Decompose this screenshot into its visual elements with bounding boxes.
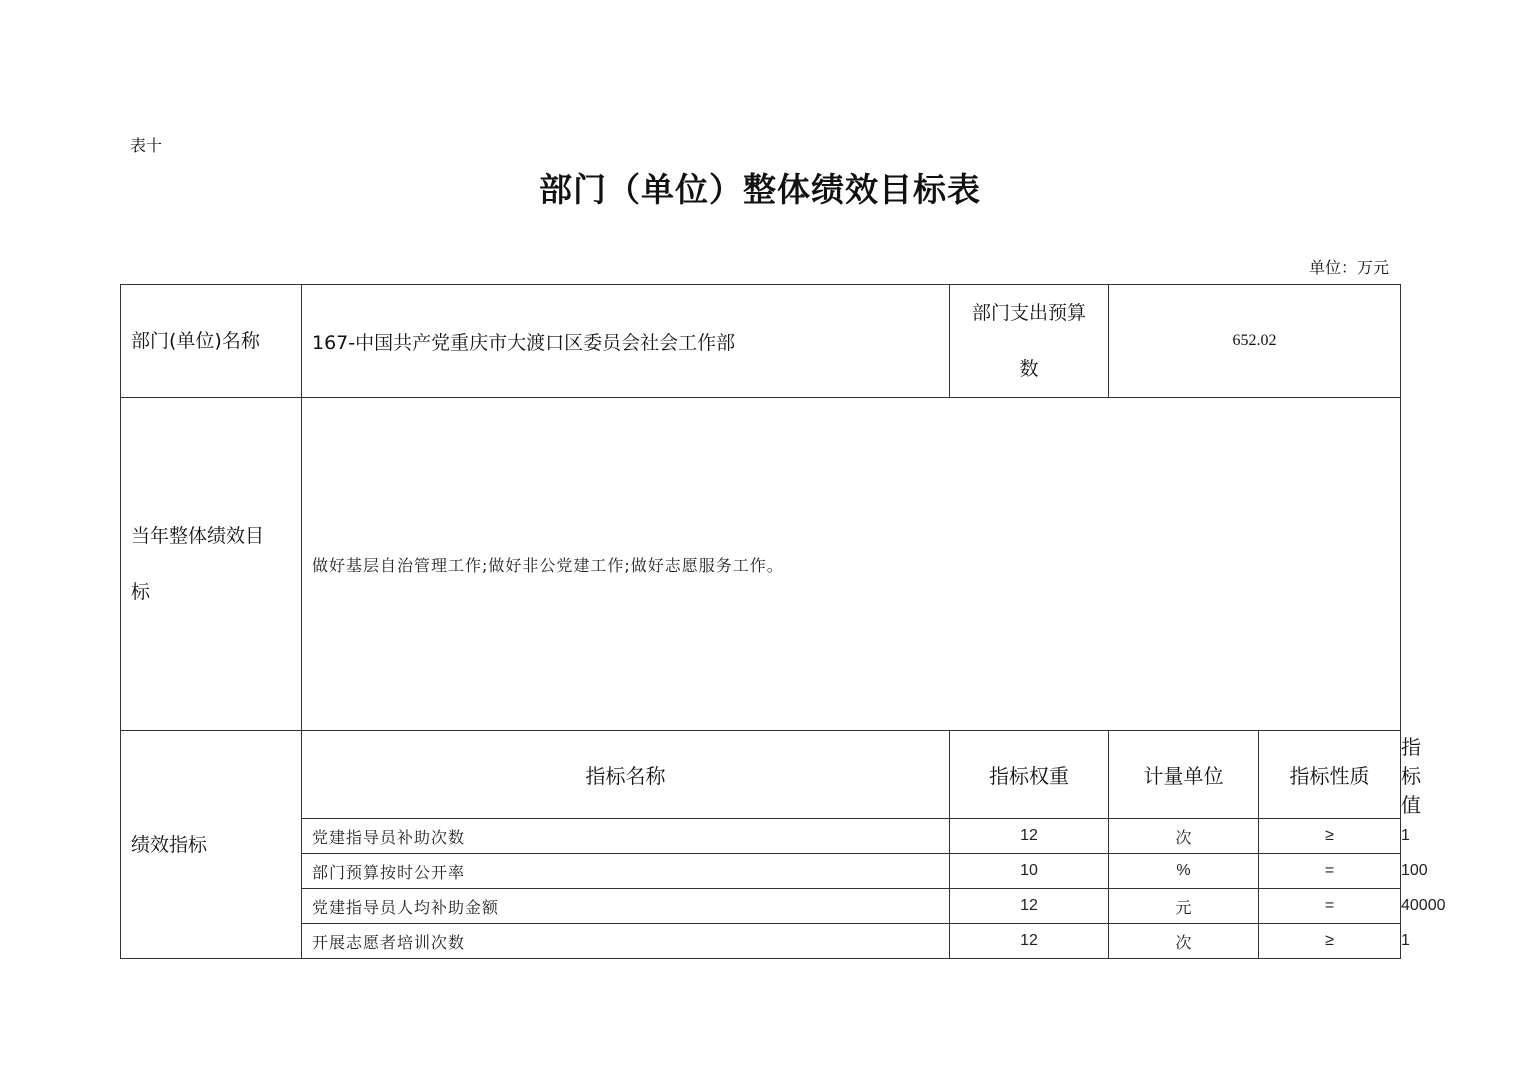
indicator-unit: 元 — [1109, 889, 1259, 924]
indicators-section-label: 绩效指标 — [121, 731, 302, 959]
table-row: 党建指导员人均补助金额 12 元 = 40000 — [121, 889, 1401, 924]
header-measure-unit: 计量单位 — [1109, 731, 1259, 819]
dept-name-value: 167-中国共产党重庆市大渡口区委员会社会工作部 — [302, 285, 950, 398]
indicator-weight: 12 — [950, 889, 1109, 924]
indicator-nature: = — [1259, 854, 1401, 889]
budget-label-line1: 部门支出预算 — [971, 302, 1086, 324]
indicator-header-row: 绩效指标 指标名称 指标权重 计量单位 指标性质 指标值 — [121, 731, 1401, 819]
unit-note: 单位：万元 — [1308, 258, 1389, 277]
indicator-unit: % — [1109, 854, 1259, 889]
indicator-weight: 10 — [950, 854, 1109, 889]
table-row: 开展志愿者培训次数 12 次 ≥ 1 — [121, 924, 1401, 959]
table-row: 党建指导员补助次数 12 次 ≥ 1 — [121, 819, 1401, 854]
page-title: 部门（单位）整体绩效目标表 — [539, 170, 981, 209]
indicator-weight: 12 — [950, 819, 1109, 854]
performance-target-table — [120, 284, 1446, 959]
dept-row — [121, 285, 1401, 398]
indicator-name: 部门预算按时公开率 — [302, 854, 950, 889]
goal-row — [121, 398, 1401, 731]
annual-goal-label — [121, 398, 302, 731]
table-number: 表十 — [130, 136, 163, 155]
annual-goal-label-line2: 标 — [131, 581, 151, 603]
indicator-unit: 次 — [1109, 924, 1259, 959]
budget-label-line2: 数 — [1019, 358, 1039, 380]
header-indicator-name: 指标名称 — [302, 731, 950, 819]
header-indicator-weight: 指标权重 — [950, 731, 1109, 819]
indicator-name: 开展志愿者培训次数 — [302, 924, 950, 959]
budget-label — [950, 285, 1109, 398]
header-indicator-nature: 指标性质 — [1259, 731, 1401, 819]
indicator-unit: 次 — [1109, 819, 1259, 854]
indicator-nature: ≥ — [1259, 924, 1401, 959]
annual-goal-label-line1: 当年整体绩效目 — [131, 525, 265, 547]
dept-name-label: 部门(单位)名称 — [121, 285, 302, 398]
indicator-weight: 12 — [950, 924, 1109, 959]
table-row: 部门预算按时公开率 10 % = 100 — [121, 854, 1401, 889]
indicator-nature: = — [1259, 889, 1401, 924]
indicator-nature: ≥ — [1259, 819, 1401, 854]
indicator-name: 党建指导员人均补助金额 — [302, 889, 950, 924]
budget-value: 652.02 — [1109, 285, 1401, 398]
indicator-name: 党建指导员补助次数 — [302, 819, 950, 854]
annual-goal-text: 做好基层自治管理工作;做好非公党建工作;做好志愿服务工作。 — [302, 398, 1401, 731]
